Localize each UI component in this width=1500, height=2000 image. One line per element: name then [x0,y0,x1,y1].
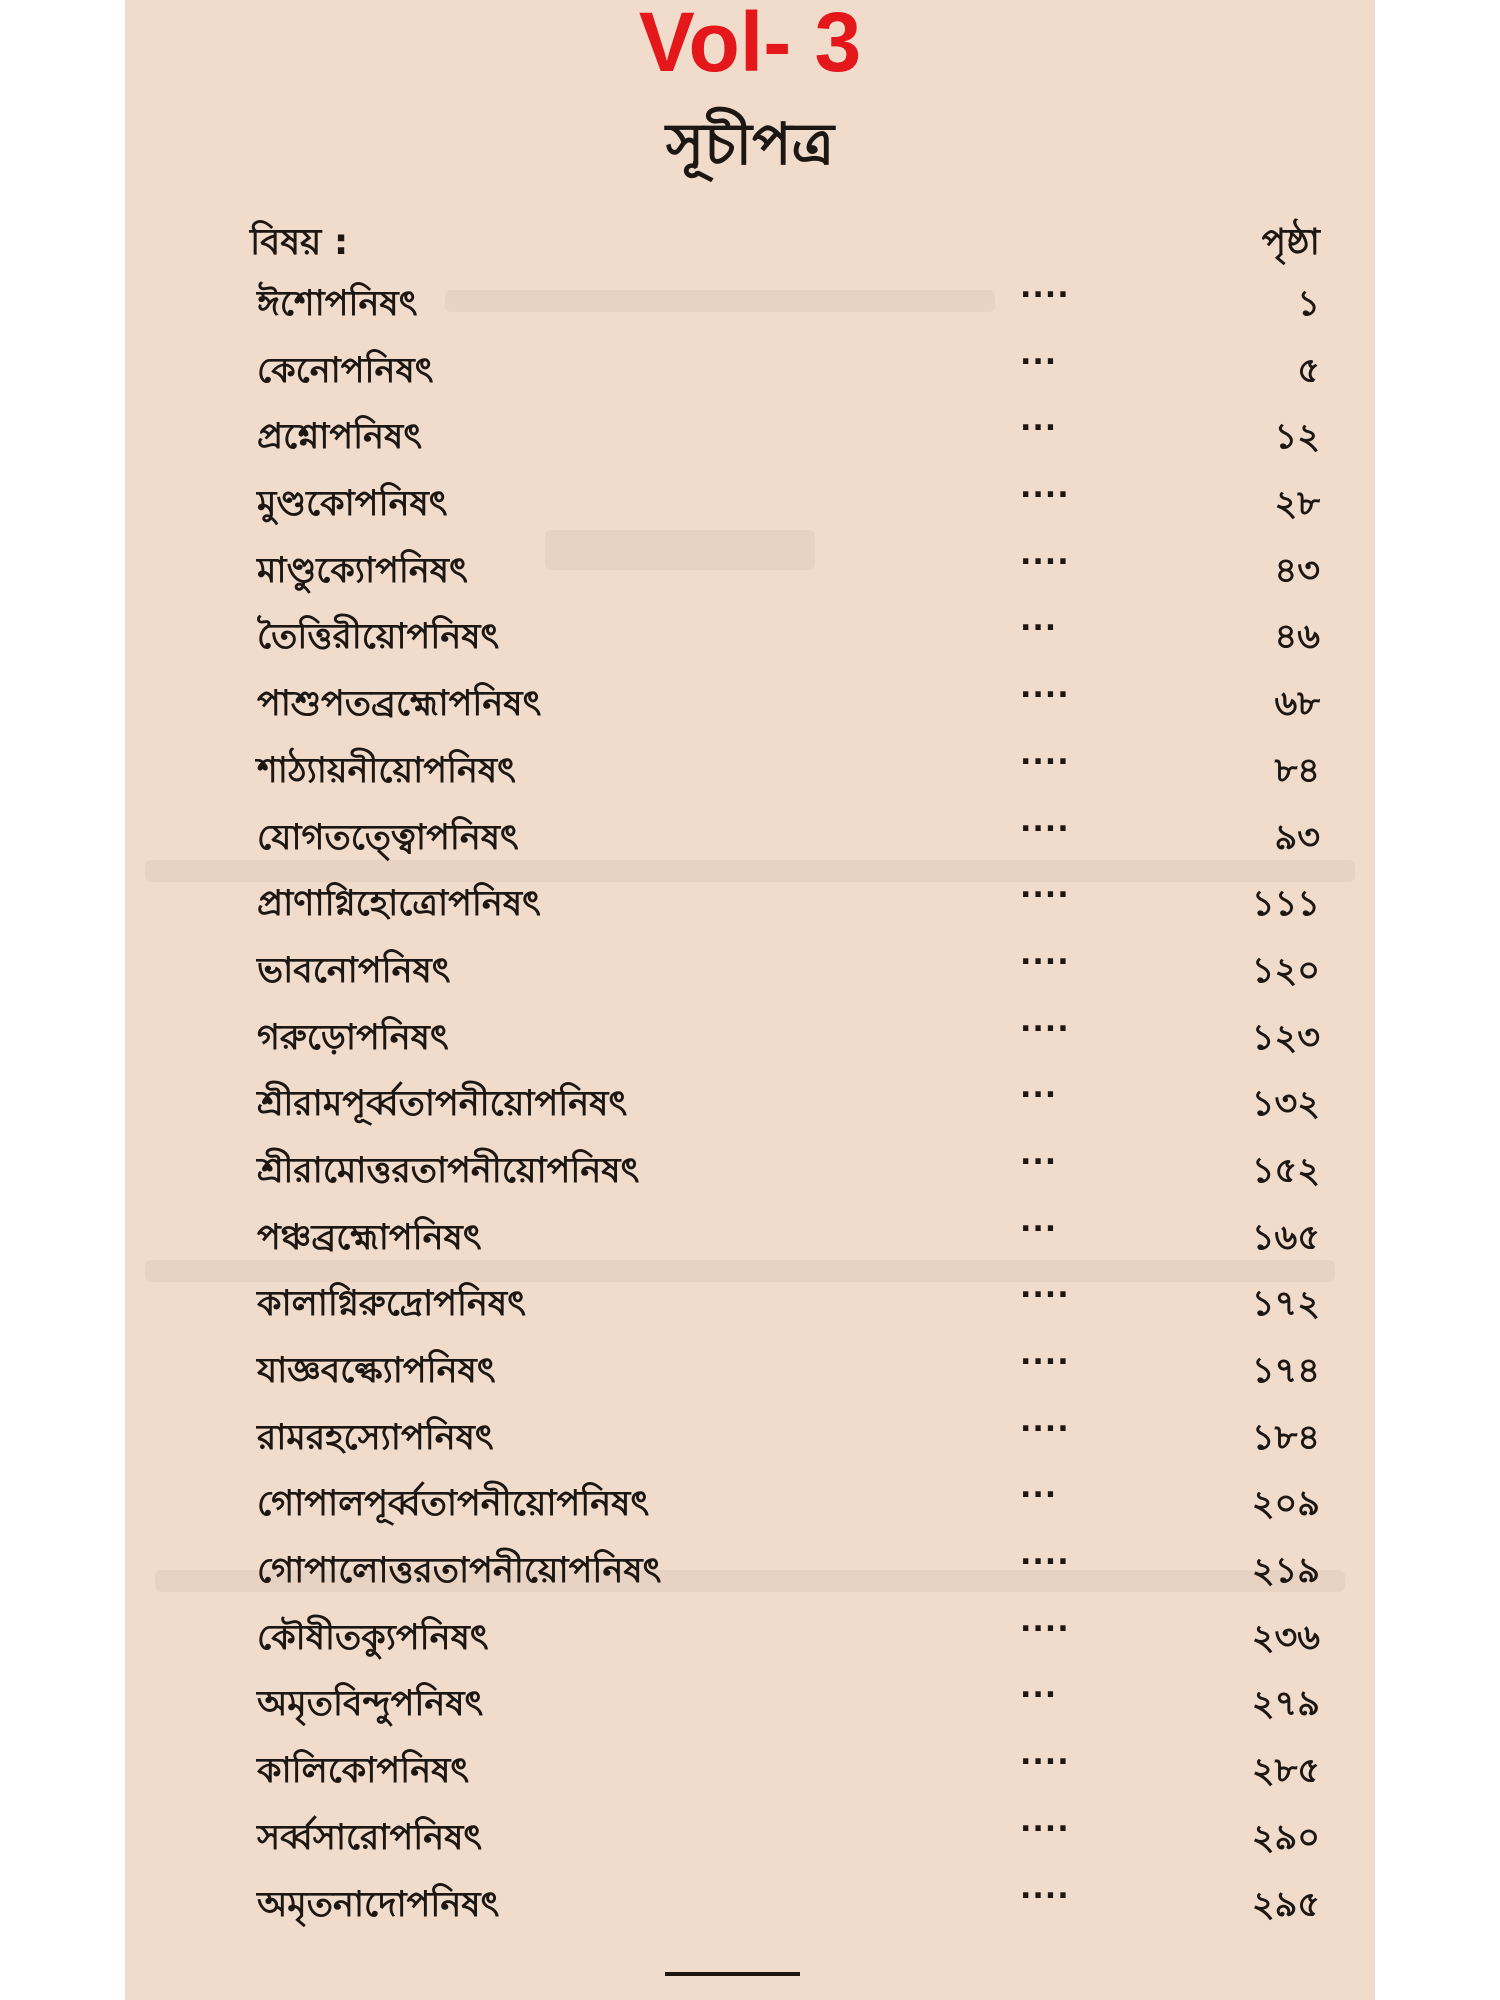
toc-leader-dots: ... [1020,1670,1058,1706]
volume-label: Vol- 3 [638,0,862,89]
toc-entry-title: সর্ব্বসারোপনিষৎ [257,1817,483,1858]
toc-entry-title: যোগতত্ত্বোপনিষৎ [257,817,519,858]
toc-entry-page-number: ২১৯ [1251,1551,1320,1592]
toc-leader-dots: ... [1020,336,1058,372]
toc-entry-page-number: ১৩২ [1251,1084,1320,1125]
toc-entry-page-number: ২৭৯ [1251,1684,1320,1725]
toc-entry-page-number: ১২৩ [1251,1017,1320,1058]
toc-leader-dots: ... [1020,1070,1058,1106]
toc-entry-title: শ্রীরামপূর্ব্বতাপনীয়োপনিষৎ [257,1084,628,1125]
toc-entry-page-number: ১ [1297,284,1320,324]
toc-entry-page-number: ৪৩ [1274,550,1320,591]
toc-entry-title: গোপালোত্তরতাপনীয়োপনিষৎ [257,1551,662,1592]
toc-entry-title: যাজ্ঞবল্ক্যোপনিষৎ [257,1351,496,1391]
toc-entry [125,1135,1375,1202]
toc-leader-dots: .... [1020,536,1070,572]
toc-entry-title: অমৃতবিন্দুপনিষৎ [257,1684,484,1725]
toc-entry-page-number: ১৮৪ [1251,1417,1320,1458]
toc-entry [125,1468,1375,1535]
toc-entry-page-number: ১৭৪ [1251,1351,1320,1391]
toc-entry-page-number: ১২০ [1251,950,1320,991]
page-title: সূচীপত্র [665,110,835,178]
toc-entry-title: প্রাণাগ্নিহোত্রোপনিষৎ [257,884,541,925]
toc-entry-title: অমৃতনাদোপনিষৎ [257,1884,500,1925]
toc-entry-page-number: ১২ [1274,417,1320,458]
toc-entry-page-number: ২৮৫ [1251,1751,1320,1792]
toc-entry [125,1668,1375,1735]
toc-entry-title: মাণ্ডুক্যোপনিষৎ [257,550,468,591]
toc-leader-dots: .... [1020,470,1070,506]
toc-leader-dots: .... [1020,1737,1070,1773]
toc-leader-dots: ... [1020,1470,1058,1506]
toc-entry [125,1602,1375,1669]
toc-entry [125,535,1375,602]
toc-entry [125,1002,1375,1069]
toc-entry [125,868,1375,935]
toc-leader-dots: ... [1020,1136,1058,1172]
book-page [125,0,1375,2000]
toc-entry-title: ভাবনোপনিষৎ [257,950,451,991]
toc-leader-dots: .... [1020,1603,1070,1639]
page-column-header: পৃষ্ঠা [1261,222,1320,263]
toc-entry-page-number: ১৫২ [1251,1150,1320,1191]
toc-leader-dots: ... [1020,1203,1058,1239]
toc-entry [125,1735,1375,1802]
toc-leader-dots: .... [1020,1537,1070,1573]
toc-entry-title: রামরহস্যোপনিষৎ [257,1417,494,1458]
toc-entry [125,268,1375,335]
toc-entry-page-number: ২৯০ [1251,1817,1320,1858]
toc-leader-dots: .... [1020,736,1070,772]
toc-leader-dots: .... [1020,1803,1070,1839]
toc-entry [125,1202,1375,1269]
toc-entry [125,1802,1375,1869]
toc-entry-title: ঈশোপনিষৎ [257,284,418,324]
toc-entry [125,735,1375,802]
toc-entry-title: শাঠ্যায়নীয়োপনিষৎ [257,750,516,791]
toc-entry-title: মুণ্ডকোপনিষৎ [257,484,448,525]
toc-entry [125,1268,1375,1335]
toc-entry-page-number: ৬৮ [1274,684,1320,725]
toc-entry-title: গরুড়োপনিষৎ [257,1017,449,1058]
toc-entry-page-number: ৫ [1297,350,1320,391]
toc-entry [125,468,1375,535]
toc-entry [125,1869,1375,1936]
end-rule [665,1972,800,1976]
toc-leader-dots: ... [1020,603,1058,639]
toc-entry [125,335,1375,402]
toc-entry-page-number: ৯৩ [1274,817,1320,858]
toc-leader-dots: .... [1020,1003,1070,1039]
toc-leader-dots: .... [1020,1403,1070,1439]
toc-entry-title: কৌষীতক্যুপনিষৎ [257,1617,489,1658]
toc-entry [125,802,1375,869]
toc-leader-dots: .... [1020,1870,1070,1906]
toc-entry-title: প্রশ্নোপনিষৎ [257,417,423,458]
toc-entry-page-number: ২৯৫ [1251,1884,1320,1925]
toc-entry-title: পাশুপতব্রহ্মোপনিষৎ [257,684,542,725]
toc-entry-page-number: ৮৪ [1274,750,1320,791]
toc-entry-title: শ্রীরামোত্তরতাপনীয়োপনিষৎ [257,1150,640,1191]
toc-entry [125,1335,1375,1402]
toc-entry-page-number: ১১১ [1251,884,1320,925]
table-of-contents [125,268,1375,1935]
toc-entry-title: পঞ্চব্রহ্মোপনিষৎ [257,1217,482,1258]
toc-entry [125,1068,1375,1135]
toc-leader-dots: ... [1020,403,1058,439]
toc-leader-dots: .... [1020,870,1070,906]
toc-entry-page-number: ২৩৬ [1251,1617,1320,1658]
subject-column-header: বিষয় : [250,222,349,263]
toc-entry-title: তৈত্তিরীয়োপনিষৎ [257,617,500,658]
toc-entry [125,668,1375,735]
toc-entry [125,1402,1375,1469]
toc-entry-page-number: ৪৬ [1274,617,1320,658]
toc-entry-title: কালিকোপনিষৎ [257,1751,470,1792]
toc-entry [125,935,1375,1002]
toc-leader-dots: .... [1020,803,1070,839]
toc-entry-title: কালাগ্নিরুদ্রোপনিষৎ [257,1284,526,1325]
toc-leader-dots: .... [1020,670,1070,706]
toc-entry-page-number: ১৬৫ [1251,1217,1320,1258]
toc-entry [125,1535,1375,1602]
toc-leader-dots: .... [1020,270,1070,305]
toc-entry [125,601,1375,668]
toc-entry-page-number: ১৭২ [1251,1284,1320,1325]
toc-entry-title: কেনোপনিষৎ [257,350,434,391]
toc-entry-page-number: ২৮ [1274,484,1320,525]
toc-entry-title: গোপালপূর্ব্বতাপনীয়োপনিষৎ [257,1484,650,1525]
toc-leader-dots: .... [1020,1270,1070,1306]
toc-leader-dots: .... [1020,1337,1070,1372]
toc-entry [125,401,1375,468]
toc-leader-dots: .... [1020,936,1070,972]
toc-entry-page-number: ২০৯ [1251,1484,1320,1525]
